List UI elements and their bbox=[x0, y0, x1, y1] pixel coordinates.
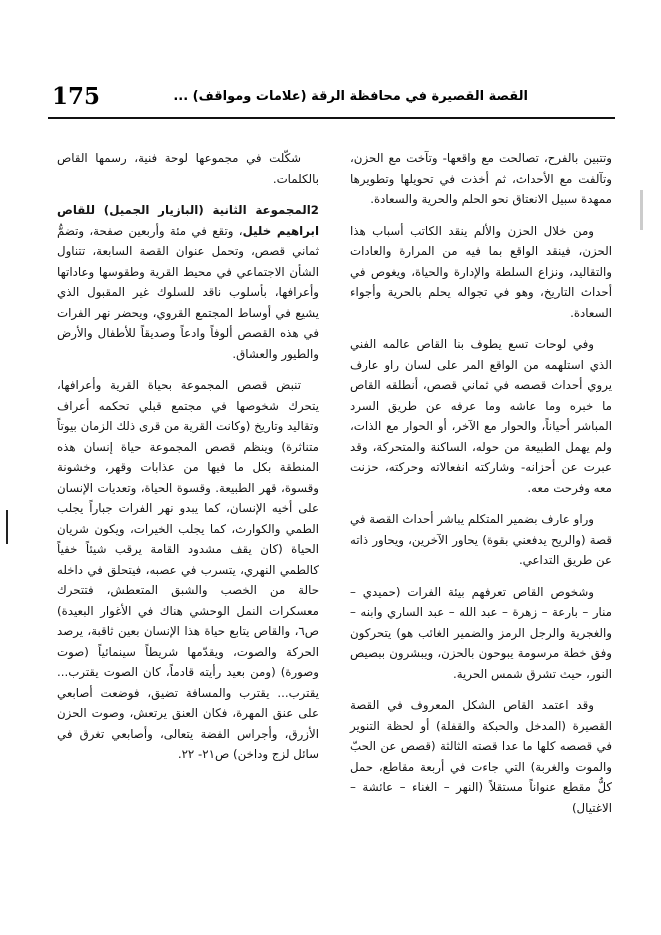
right-paragraph-5: وشخوص القاص تعرفهم بيئة الفرات (حميدي – منار – بارعة – زهرة – عبد الله – عبد الساري وابنه – والغجرية والرجل الرمز والضمير الغائب هو) يتحركون وفق خطة مرسومة يبوحون بالحزن، ويبشرون ببصيص النور، حيث تشرق شمس الحرية. bbox=[350, 584, 612, 681]
running-header-title: القصة القصيرة في محافظة الرقة (علامات ومواقف) ... bbox=[173, 89, 528, 104]
right-paragraph-2: ومن خلال الحزن والألم ينقد الكاتب أسباب هذا الحزن، فينقد الواقع بما فيه من المرارة والعادات والتقاليد، ونزاع السلطة والإدارة والحياة، ويغوص في أحداث التاريخ، وهو في تجواله يحلم بالحرية وأجواء السعادة. bbox=[350, 223, 612, 320]
section-2-heading: 2المجموعة الثانية (البازيار الجميل) للقاص ابراهيم خليل bbox=[57, 203, 319, 238]
margin-mark bbox=[6, 510, 8, 544]
left-column bbox=[57, 148, 319, 776]
scan-artifact bbox=[640, 190, 643, 230]
section-2-text: ، وتقع في مئة وأربعين صفحة، وتضمُّ ثماني قصص، وتحمل عنوان القصة السابعة، تتناول الشأن الاجتماعي في محيط القرية وطقوسها وعاداتها وأعرافها، بأسلوب ناقد للسلوك غير المقبول الذي يشيع في أوساط المجتمع القروي، ويحضر نهر الفرات في هذه القصص ألوفاً وادعاً وصديقاً للأطفال والأرض والطيور والعشاق. bbox=[57, 223, 319, 361]
header-rule bbox=[48, 117, 615, 119]
page-number: 175 bbox=[52, 83, 101, 110]
right-paragraph-3: وفي لوحات تسع يطوف بنا القاص عالمه الفني الذي استلهمه من الواقع المر على لسان راو عارف يروي أحداث قصصه في ثماني قصص، أنطلقه القاص ما خبره وما عاشه وما عرفه عن طريق السرد المباشر أحياناً، والحوار مع الآخر، أو الحوار مع الذات، ولم يهمل الطبيعة من حوله، الساكنة والمتحركة، وقد عبرت عن أحزانه- وشاركته انفعالاته وحركته، حزنت معه وفرحت معه. bbox=[350, 337, 612, 495]
right-paragraph-1: وتتبين بالفرح، تصالحت مع واقعها- وتآخت مع الحزن، وتآلفت مع الأحداث، ثم أخذت في تحويلها وتطويرها ممهدة سبيل الانعتاق نحو الحلم والحرية والسعادة. bbox=[350, 151, 612, 206]
section-2-paragraph bbox=[57, 200, 319, 364]
right-paragraph-4: وراو عارف بضمير المتكلم يباشر أحداث القصة في قصة (والريح يدفعني بقوة) يحاور الآخرين، ويحاور ذاته عن طريق التداعي. bbox=[350, 512, 612, 567]
left-paragraph-2: تنبض قصص المجموعة بحياة القرية وأعرافها، يتحرك شخوصها في مجتمع قبلي تحكمه أعراف وتقاليد وتاريخ (وكانت القرية من قرى ذلك الزمان بيوتاً متناثرة) وينظم قصص المجموعة حياة إنسان هذه المنطقة بكل ما فيها من عذابات وقهر، وخشونة وقسوة، قهر الطبيعة. وقسوة الحياة، وتعديات الإنسان على أخيه الإنسان، كما يبدو نهر الفرات جباراً يجلب الطمي والكوارث، كما يجلب الخيرات، ويكون شريان الحياة (كان يقف مشدود القامة يرقب شيئاً خفياً كالطمي النهري، يتسرب في عصبه، فيتحلق في داخله حالة من الخصب والشبق المتعطش، فتتحرك معسكرات النمل الوحشي هناك في الأغوار البعيدة) ص٦، والقاص يتابع حياة هذا الإنسان بعين ثاقبة، يرصد الحركة والصوت، ويقدّمها شريطاً سينمائياً (صوت وصورة) (ومن بعيد رأيته قادماً، كان الصوت يقترب... يقترب... يقترب والمسافة تضيق، فوضعت أصابعي على عنق المهرة، فكان العنق يرتعش، وصوت الحزن الأزرق، وأجراس الفضة يتعالى، وأصابعي تغرق في سائل لزج وداخن) ص٢١- ٢٢. bbox=[57, 378, 319, 761]
right-column bbox=[350, 148, 612, 829]
left-intro-paragraph: شكّلت في مجموعها لوحة فنية، رسمها القاص بالكلمات. bbox=[57, 151, 319, 186]
right-paragraph-6: وقد اعتمد القاص الشكل المعروف في القصة القصيرة (المدخل والحبكة والقفلة) أو لحظة التنوير في قصصه كلها ما عدا قصته الثالثة (قصص عن الحبّ والموت والغربة) التي جاءت في أربعة مقاطع، حمل كلُّ مقطع عنواناً مستقلاً (النهر – الغناء – عائشة – الاغتيال) bbox=[350, 698, 612, 815]
